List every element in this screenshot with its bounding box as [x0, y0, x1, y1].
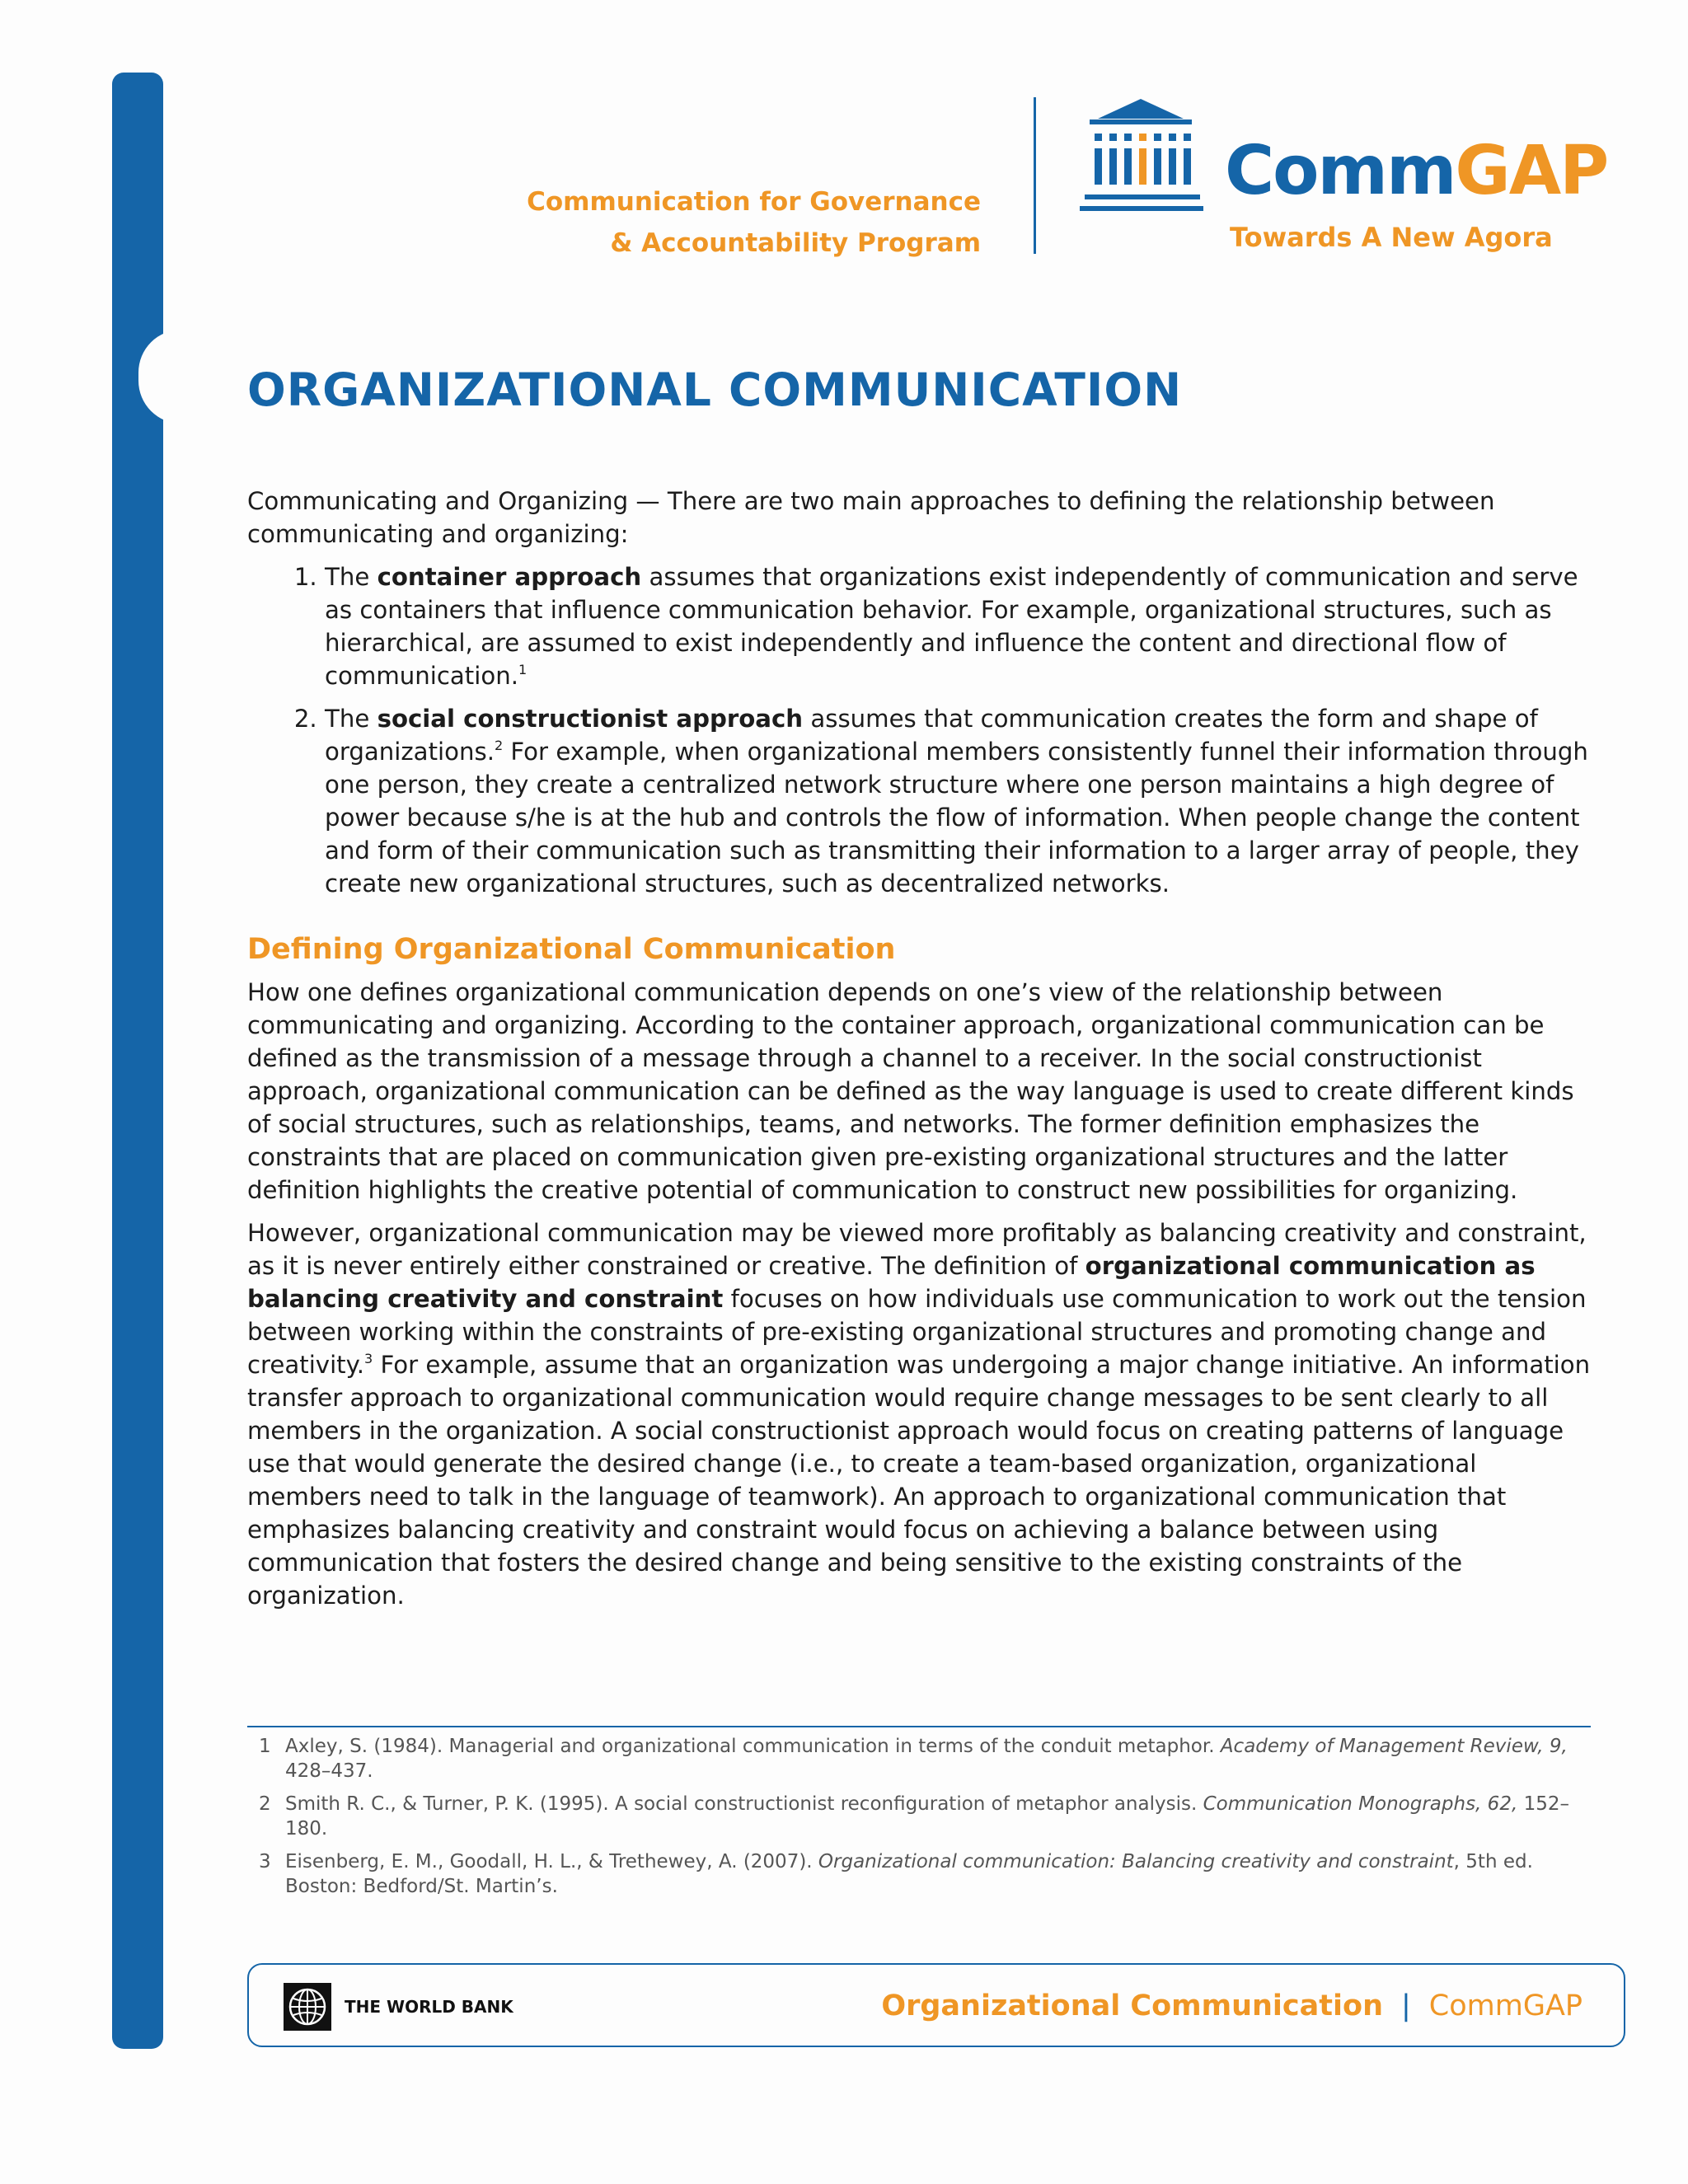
- footnote-source: Organizational communication: Balancing creativity and constraint: [818, 1851, 1454, 1872]
- logo-wordmark-comm: Comm: [1225, 132, 1456, 210]
- paragraph-text: focuses on how individuals use communication to work out the tension between working within the constraints of pre-existing organizational structures and promoting change and creativity.: [247, 1285, 1587, 1379]
- footnote-pages: , 5th ed. Boston: Bedford/St. Martin’s.: [285, 1851, 1533, 1897]
- footnote-text: [285, 1849, 1591, 1899]
- program-name-line2: & Accountability Program: [610, 228, 981, 258]
- footer-doc-title: Organizational Communication: [881, 1990, 1383, 2022]
- list-item-bold-term: social constructionist approach: [377, 705, 804, 733]
- footnote-ref: 3: [364, 1351, 373, 1366]
- program-name-line1: Communication for Governance: [527, 187, 981, 217]
- program-name: [462, 181, 981, 264]
- intro-paragraph: Communicating and Organizing — There are two main approaches to defining the relationship between communicating and organizing:: [247, 487, 1495, 548]
- logo-wordmark-gap: GAP: [1455, 132, 1608, 210]
- paragraph-text: However, organizational communication may be viewed more profitably as balancing creativity and constraint, as it is never entirely either constrained or creative. The definition of: [247, 1219, 1587, 1280]
- logo-tagline: Towards A New Agora: [1230, 222, 1553, 253]
- world-bank-globe-icon: [284, 1983, 331, 2031]
- footnote-text: [285, 1792, 1591, 1841]
- footnote-number: 1: [259, 1736, 271, 1757]
- world-bank-name: THE WORLD BANK: [345, 1997, 513, 2017]
- list-item-text: assumes that organizations exist independently of communication and serve as containers that influence communication behavior. For example, organizational structures, such as hierarchical, are assumed to exist independently and influence the content and directional flow of communication.: [325, 563, 1578, 690]
- footnote-ref: 1: [518, 662, 528, 677]
- footnote: [247, 1849, 1591, 1899]
- list-item: [325, 702, 1591, 900]
- footnote-ref: 2: [494, 738, 504, 753]
- section-paragraph-1: How one defines organizational communication depends on one’s view of the relationship between communicating and organizing. According to the container approach, organizational communication can be defined as the transmission of a message through a channel to a receiver. In the social constructionist approach, organizational communication can be defined as the way language is used to create different kinds of social structures, such as relationships, teams, and networks. The former definition emphasizes the constraints that are placed on communication given pre-existing organizational structures and the latter definition highlights the creative potential of communication to construct new possibilities for organizing.: [247, 978, 1574, 1204]
- list-item: [325, 560, 1591, 692]
- section-heading: Defining Organizational Communication: [247, 933, 896, 966]
- footnote-citation: Smith R. C., & Turner, P. K. (1995). A social constructionist reconfiguration of metaphor analysis.: [285, 1793, 1203, 1815]
- footnote-number: 2: [259, 1793, 271, 1815]
- footer-separator: |: [1400, 1990, 1411, 2022]
- commgap-logo-wordmark: [1225, 132, 1607, 211]
- footnote-citation: Axley, S. (1984). Managerial and organizational communication in terms of the conduit metaphor.: [285, 1736, 1221, 1757]
- footnotes: [247, 1734, 1591, 1907]
- footnote-source: Academy of Management Review, 9,: [1220, 1736, 1568, 1757]
- footnote: [247, 1734, 1591, 1783]
- side-bar-notch: [138, 330, 224, 424]
- list-item-text-tail: For example, when organizational members consistently funnel their information through one person, they create a centralized network structure where one person maintains a high degree of power because s/he is at the hub and controls the flow of information. When people change the content and form of their communication such as transmitting their information to a larger array of people, they create new organizational structures, such as decentralized networks.: [325, 738, 1588, 898]
- list-item-text: assumes that communication creates the form and shape of organizations.: [325, 705, 1538, 766]
- footnote-citation: Eisenberg, E. M., Goodall, H. L., & Trethewey, A. (2007).: [285, 1851, 818, 1872]
- building-columns-icon: [1078, 97, 1203, 221]
- footer-title: [881, 1983, 1582, 2029]
- footnote-pages: 428–437.: [285, 1760, 373, 1782]
- footnote-divider: [247, 1726, 1591, 1727]
- footnote-number: 3: [259, 1851, 271, 1872]
- document-title: ORGANIZATIONAL COMMUNICATION: [247, 363, 1183, 416]
- header-divider: [1034, 97, 1036, 254]
- paragraph-text: For example, assume that an organization was undergoing a major change initiative. An information transfer approach to organizational communication would require change messages to be sent clearly to all members in the organization. A social constructionist approach would focus on creating patterns of language use that would generate the desired change (i.e., to create a team-based organization, organizational members need to talk in the language of teamwork). An approach to organizational communication that emphasizes balancing creativity and constraint would focus on achieving a balance between using communication that fosters the desired change and being sensitive to the existing constraints of the organization.: [247, 1351, 1591, 1610]
- approaches-list: [247, 560, 1591, 900]
- footer-program: CommGAP: [1428, 1990, 1582, 2022]
- section-paragraph-2: [247, 1216, 1591, 1612]
- list-item-text-pre: The: [325, 705, 377, 733]
- footnote: [247, 1792, 1591, 1841]
- list-item-bold-term: container approach: [377, 563, 642, 591]
- document-body: [247, 485, 1591, 1622]
- page-footer: [247, 1963, 1625, 2047]
- footnote-source: Communication Monographs, 62,: [1203, 1793, 1518, 1815]
- paragraph-bold-term: organizational communication as balancing creativity and constraint: [247, 1252, 1536, 1313]
- footnote-pages: 152–180.: [285, 1793, 1569, 1840]
- list-item-text-pre: The: [325, 563, 377, 591]
- footnote-text: [285, 1734, 1591, 1783]
